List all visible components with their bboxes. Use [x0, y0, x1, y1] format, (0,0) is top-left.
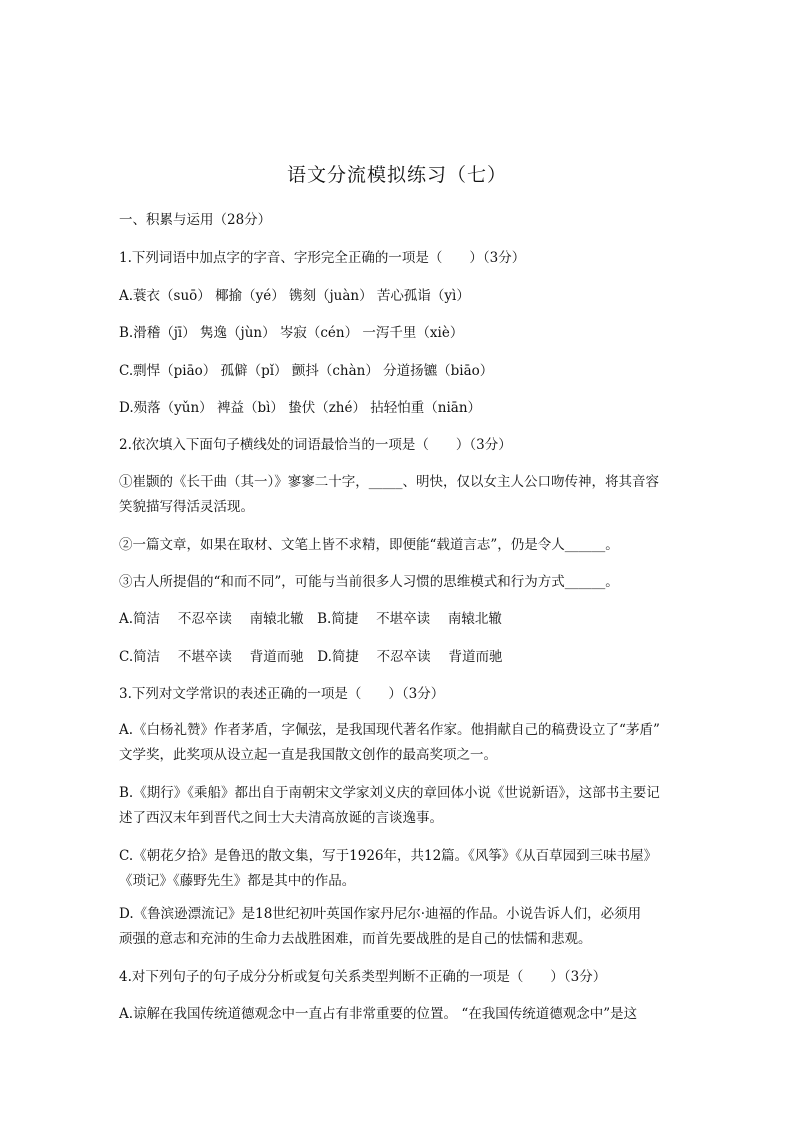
question-3-option-d: D.《鲁滨逊漂流记》是18世纪初叶英国作家丹尼尔·迪福的作品。小说告诉人们，必须用 [119, 906, 642, 922]
question-3-stem: 3.下列对文学常识的表述正确的一项是（ ）（3分） [119, 686, 445, 702]
section-heading: 一、积累与运用（28分） [119, 212, 272, 228]
question-2-options-ab: A.简洁 不忍卒读 南辕北辙 B.简捷 不堪卒读 南辕北辙 [119, 611, 502, 627]
question-4-option-a: A.谅解在我国传统道德观念中一直占有非常重要的位置。 “在我国传统道德观念中”是这 [119, 1006, 638, 1022]
question-3-option-a-cont: 文学奖，此奖项从设立起一直是我国散文创作的最高奖项之一。 [119, 747, 497, 763]
question-3-option-b-cont: 述了西汉末年到晋代之间士大夫清高放诞的言谈逸事。 [119, 810, 443, 826]
question-2-sentence-1: ①崔颢的《长干曲（其一）》寥寥二十字，_____、明快，仅以女主人公口吻传神，将其音容 [119, 474, 659, 490]
question-2-sentence-2: ②一篇文章，如果在取材、文笔上皆不求精，即便能“载道言志”，仍是令人______。 [119, 537, 619, 553]
question-1-option-c: C.剽悍（piāo） 孤僻（pǐ） 颤抖（chàn） 分道扬镳（biāo） [119, 363, 494, 379]
question-1-option-a: A.蓑衣（suō） 椰揄（yé） 镌刻（juàn） 苦心孤诣（yì） [119, 288, 470, 304]
question-4-stem: 4.对下列句子的句子成分分析或复句关系类型判断不正确的一项是（ ）（3分） [119, 969, 607, 985]
question-2-options-cd: C.简洁 不堪卒读 背道而驰 D.简捷 不忍卒读 背道而驰 [119, 649, 503, 665]
question-3-option-d-cont: 顽强的意志和充沛的生命力去战胜困难，而首先要战胜的是自己的怯懦和悲观。 [119, 931, 592, 947]
question-1-option-b: B.滑稽（jī） 隽逸（jùn） 岑寂（cén） 一泻千里（xiè） [119, 325, 464, 341]
question-3-option-c: C.《朝花夕拾》是鲁迅的散文集，写于1926年，共12篇。《风筝》《从百草园到三味书屋》 [119, 848, 658, 864]
question-1-option-d: D.殒落（yǔn） 裨益（bì） 蛰伏（zhé） 拈轻怕重（niān） [119, 400, 482, 416]
question-2-sentence-3: ③古人所提倡的“和而不同”，可能与当前很多人习惯的思维模式和行为方式______。 [119, 574, 619, 590]
question-2-sentence-1-cont: 笑貌描写得活灵活现。 [119, 499, 254, 515]
question-3-option-a: A.《白杨礼赞》作者茅盾，字佩弦，是我国现代著名作家。他捐献自己的稿费设立了“茅盾” [119, 722, 660, 738]
question-3-option-c-cont: 《琐记》《藤野先生》都是其中的作品。 [119, 873, 356, 889]
question-3-option-b: B.《期行》《乘船》都出自于南朝宋文学家刘义庆的章回体小说《世说新语》，这部书主要记 [119, 785, 660, 801]
question-1-stem: 1.下列词语中加点字的字音、字形完全正确的一项是（ ）（3分） [119, 250, 526, 266]
page-title: 语文分流模拟练习（七） [286, 164, 507, 186]
question-2-stem: 2.依次填入下面句子横线处的词语最恰当的一项是（ ）（3分） [119, 437, 512, 453]
